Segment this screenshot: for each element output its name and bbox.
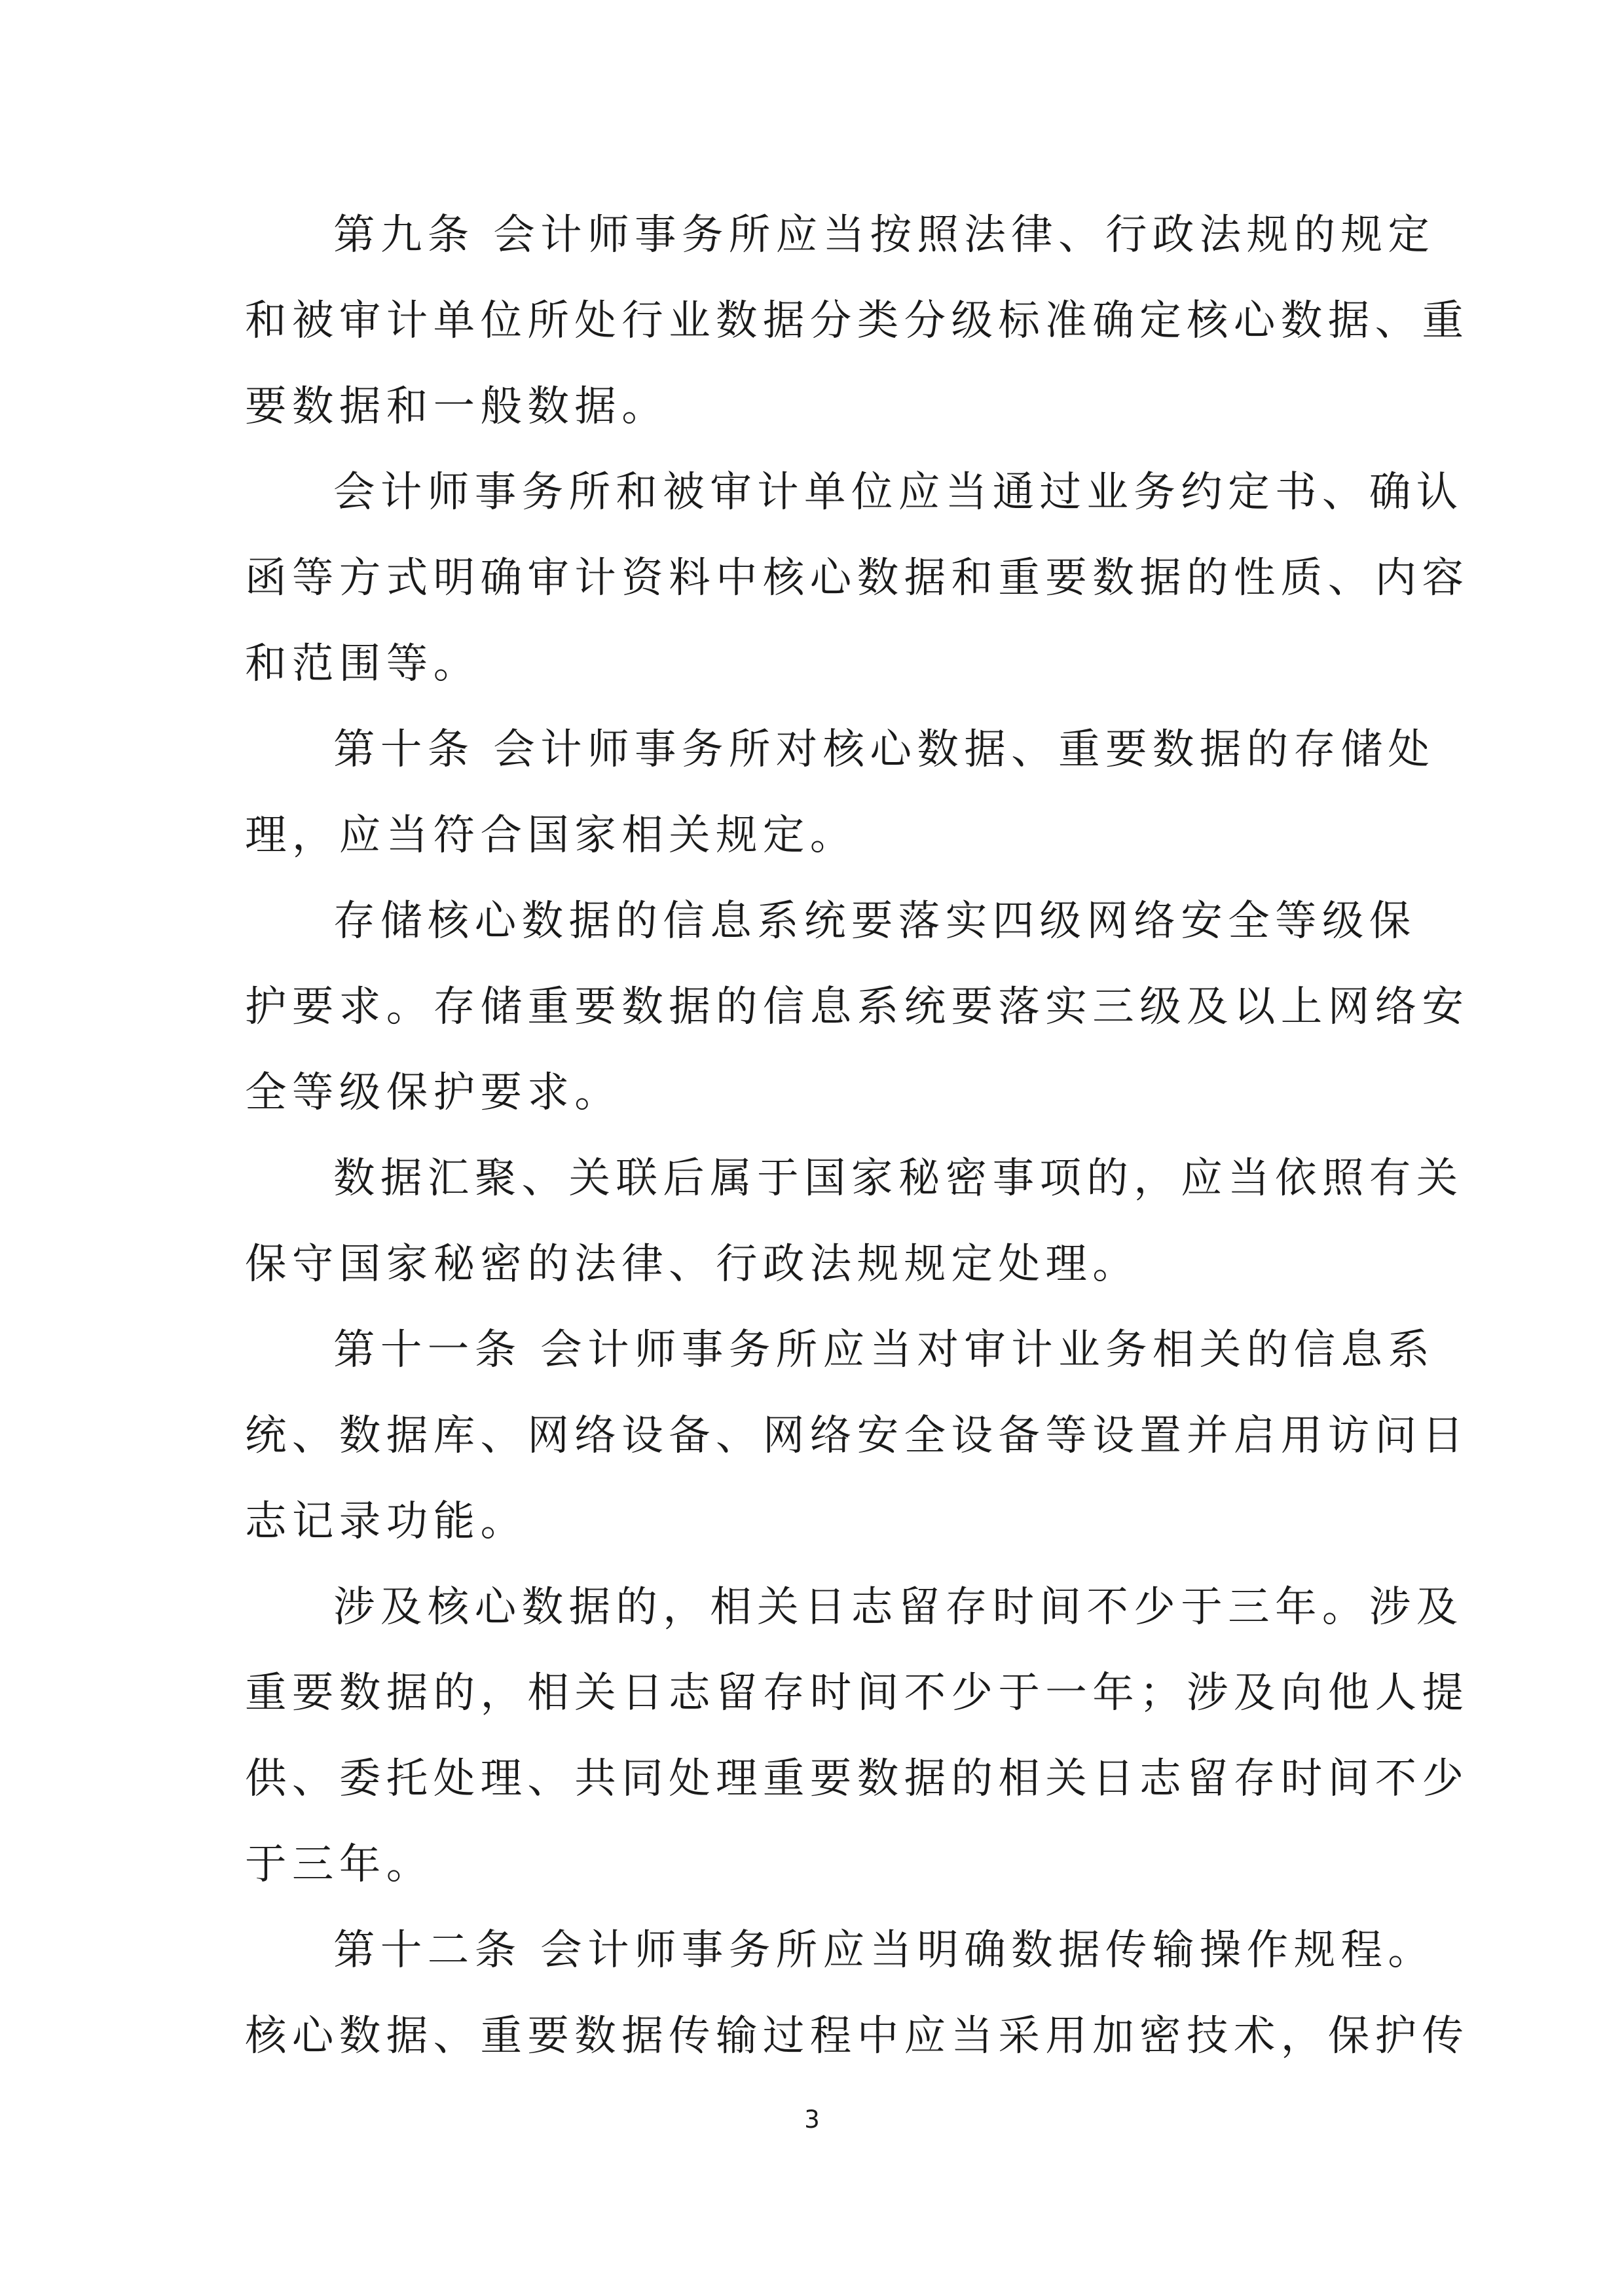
text-line: 志记录功能。 <box>245 1497 528 1545</box>
text-line: 要数据和一般数据。 <box>245 382 669 430</box>
text-line: 重要数据的，相关日志留存时间不少于一年；涉及向他人提 <box>245 1668 1469 1717</box>
text-line: 理，应当符合国家相关规定。 <box>245 811 857 859</box>
text-line: 保守国家秘密的法律、行政法规规定处理。 <box>245 1239 1140 1288</box>
text-line: 护要求。存储重要数据的信息系统要落实三级及以上网络安 <box>245 982 1469 1030</box>
text-line: 会计师事务所和被审计单位应当通过业务约定书、确认 <box>333 467 1464 516</box>
text-line: 涉及核心数据的，相关日志留存时间不少于三年。涉及 <box>333 1582 1464 1631</box>
text-line: 函等方式明确审计资料中核心数据和重要数据的性质、内容 <box>245 553 1469 602</box>
text-line: 和范围等。 <box>245 639 481 687</box>
text-line: 存储核心数据的信息系统要落实四级网络安全等级保 <box>333 896 1416 945</box>
text-line: 第十一条 会计师事务所应当对审计业务相关的信息系 <box>333 1325 1435 1374</box>
text-line: 全等级保护要求。 <box>245 1068 622 1116</box>
text-line: 供、委托处理、共同处理重要数据的相关日志留存时间不少 <box>245 1754 1469 1802</box>
text-line: 数据汇聚、关联后属于国家秘密事项的，应当依照有关 <box>333 1154 1464 1202</box>
text-line: 核心数据、重要数据传输过程中应当采用加密技术，保护传 <box>245 2011 1469 2060</box>
page-number: 3 <box>804 2105 820 2134</box>
text-line: 于三年。 <box>245 1840 434 1888</box>
text-line: 第十条 会计师事务所对核心数据、重要数据的存储处 <box>333 725 1435 773</box>
text-line: 第十二条 会计师事务所应当明确数据传输操作规程。 <box>333 1925 1435 1974</box>
text-line: 和被审计单位所处行业数据分类分级标准确定核心数据、重 <box>245 296 1469 344</box>
text-line: 第九条 会计师事务所应当按照法律、行政法规的规定 <box>333 210 1435 259</box>
text-line: 统、数据库、网络设备、网络安全设备等设置并启用访问日 <box>245 1411 1469 1459</box>
